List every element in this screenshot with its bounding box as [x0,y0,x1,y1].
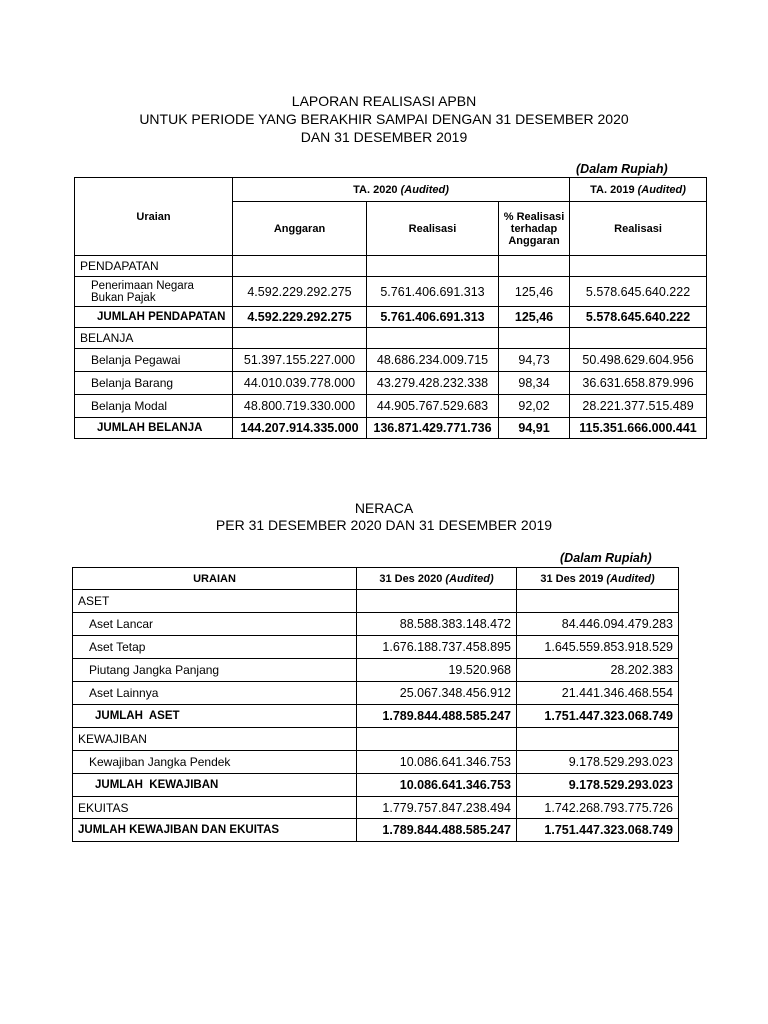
neraca-header-2019: 31 Des 2019 (Audited) [517,568,679,590]
apbn-title-line2: UNTUK PERIODE YANG BERAKHIR SAMPAI DENGAN 31 DESEMBER 2020 [139,111,629,127]
cell-2020: 10.086.641.346.753 [357,774,517,797]
cell-2019: 9.178.529.293.023 [517,774,679,797]
cell-realisasi [367,256,499,277]
cell-2019: 1.751.447.323.068.749 [517,705,679,728]
cell-anggaran: 4.592.229.292.275 [233,307,367,328]
row-label: JUMLAH PENDAPATAN [75,307,233,328]
row-label: Kewajiban Jangka Pendek [73,751,357,774]
neraca-header-uraian: URAIAN [73,568,357,590]
cell-2019: 1.751.447.323.068.749 [517,819,679,842]
cell-realisasi-2019 [570,328,707,349]
cell-2019: 9.178.529.293.023 [517,751,679,774]
row-label: Penerimaan Negara Bukan Pajak [75,277,233,307]
row-label: JUMLAH ASET [73,705,357,728]
table-row [73,659,679,682]
cell-2020: 1.779.757.847.238.494 [357,797,517,819]
table-row [73,636,679,659]
cell-realisasi: 48.686.234.009.715 [367,349,499,372]
cell-2019: 28.202.383 [517,659,679,682]
cell-percent: 94,91 [499,418,570,439]
table-row [75,395,707,418]
row-label: KEWAJIBAN [73,728,357,751]
neraca-title-line1: NERACA [354,500,414,516]
cell-percent: 125,46 [499,277,570,307]
cell-realisasi [367,328,499,349]
row-label: JUMLAH KEWAJIBAN [73,774,357,797]
cell-2020: 19.520.968 [357,659,517,682]
apbn-title-line1: LAPORAN REALISASI APBN [291,93,477,109]
row-label: JUMLAH KEWAJIBAN DAN EKUITAS [73,819,357,842]
cell-2020 [357,728,517,751]
cell-2020: 1.676.188.737.458.895 [357,636,517,659]
table-row [73,728,679,751]
cell-2019 [517,590,679,613]
row-label: JUMLAH BELANJA [75,418,233,439]
cell-percent: 98,34 [499,372,570,395]
table-row [75,418,707,439]
neraca-table [72,567,679,842]
cell-2019: 21.441.346.468.554 [517,682,679,705]
cell-realisasi: 5.761.406.691.313 [367,307,499,328]
table-row [73,682,679,705]
cell-percent [499,256,570,277]
cell-anggaran: 44.010.039.778.000 [233,372,367,395]
neraca-header-2020: 31 Des 2020 (Audited) [357,568,517,590]
cell-percent [499,328,570,349]
apbn-header-row-1 [75,178,707,202]
row-label: Piutang Jangka Panjang [73,659,357,682]
cell-2020: 88.588.383.148.472 [357,613,517,636]
cell-realisasi-2019: 50.498.629.604.956 [570,349,707,372]
apbn-header-ta2019: TA. 2019 (Audited) [570,178,707,202]
row-label: Aset Lancar [73,613,357,636]
cell-realisasi-2019 [570,256,707,277]
table-row [73,819,679,842]
cell-realisasi-2019: 36.631.658.879.996 [570,372,707,395]
apbn-header-realisasi: Realisasi [367,202,499,256]
cell-2019 [517,728,679,751]
row-label: BELANJA [75,328,233,349]
cell-realisasi-2019: 28.221.377.515.489 [570,395,707,418]
cell-2019: 1.645.559.853.918.529 [517,636,679,659]
apbn-header-percent: % Realisasi terhadap Anggaran [499,202,570,256]
cell-realisasi: 44.905.767.529.683 [367,395,499,418]
cell-realisasi: 136.871.429.771.736 [367,418,499,439]
table-row [73,751,679,774]
cell-anggaran: 144.207.914.335.000 [233,418,367,439]
cell-anggaran: 51.397.155.227.000 [233,349,367,372]
table-row [73,590,679,613]
cell-2020 [357,590,517,613]
cell-2019: 84.446.094.479.283 [517,613,679,636]
cell-2020: 25.067.348.456.912 [357,682,517,705]
neraca-title-line2: PER 31 DESEMBER 2020 DAN 31 DESEMBER 2019 [215,517,553,533]
table-row [73,774,679,797]
row-label: ASET [73,590,357,613]
row-label: Belanja Modal [75,395,233,418]
cell-anggaran: 48.800.719.330.000 [233,395,367,418]
cell-percent: 94,73 [499,349,570,372]
row-label: EKUITAS [73,797,357,819]
row-label: Aset Lainnya [73,682,357,705]
table-row [75,328,707,349]
table-row [73,705,679,728]
table-row [75,372,707,395]
cell-percent: 92,02 [499,395,570,418]
cell-2020: 10.086.641.346.753 [357,751,517,774]
cell-realisasi-2019: 5.578.645.640.222 [570,277,707,307]
cell-2020: 1.789.844.488.585.247 [357,705,517,728]
neraca-header-row [73,568,679,590]
row-label: PENDAPATAN [75,256,233,277]
table-row [75,307,707,328]
apbn-header-uraian: Uraian [75,178,233,256]
apbn-unit-note: (Dalam Rupiah) [576,162,668,176]
cell-realisasi-2019: 5.578.645.640.222 [570,307,707,328]
cell-realisasi: 43.279.428.232.338 [367,372,499,395]
table-row [75,349,707,372]
apbn-header-anggaran: Anggaran [233,202,367,256]
cell-anggaran: 4.592.229.292.275 [233,277,367,307]
cell-realisasi: 5.761.406.691.313 [367,277,499,307]
table-row [75,277,707,307]
neraca-unit-note: (Dalam Rupiah) [560,551,652,565]
row-label: Belanja Barang [75,372,233,395]
cell-anggaran [233,328,367,349]
cell-anggaran [233,256,367,277]
apbn-header-realisasi-2019: Realisasi [570,202,707,256]
row-label: Aset Tetap [73,636,357,659]
table-row [73,613,679,636]
apbn-table [74,177,707,439]
cell-percent: 125,46 [499,307,570,328]
cell-realisasi-2019: 115.351.666.000.441 [570,418,707,439]
apbn-header-ta2020: TA. 2020 (Audited) [233,178,570,202]
cell-2020: 1.789.844.488.585.247 [357,819,517,842]
row-label: Belanja Pegawai [75,349,233,372]
cell-2019: 1.742.268.793.775.726 [517,797,679,819]
table-row [75,256,707,277]
table-row [73,797,679,819]
apbn-title-line3: DAN 31 DESEMBER 2019 [300,129,468,145]
